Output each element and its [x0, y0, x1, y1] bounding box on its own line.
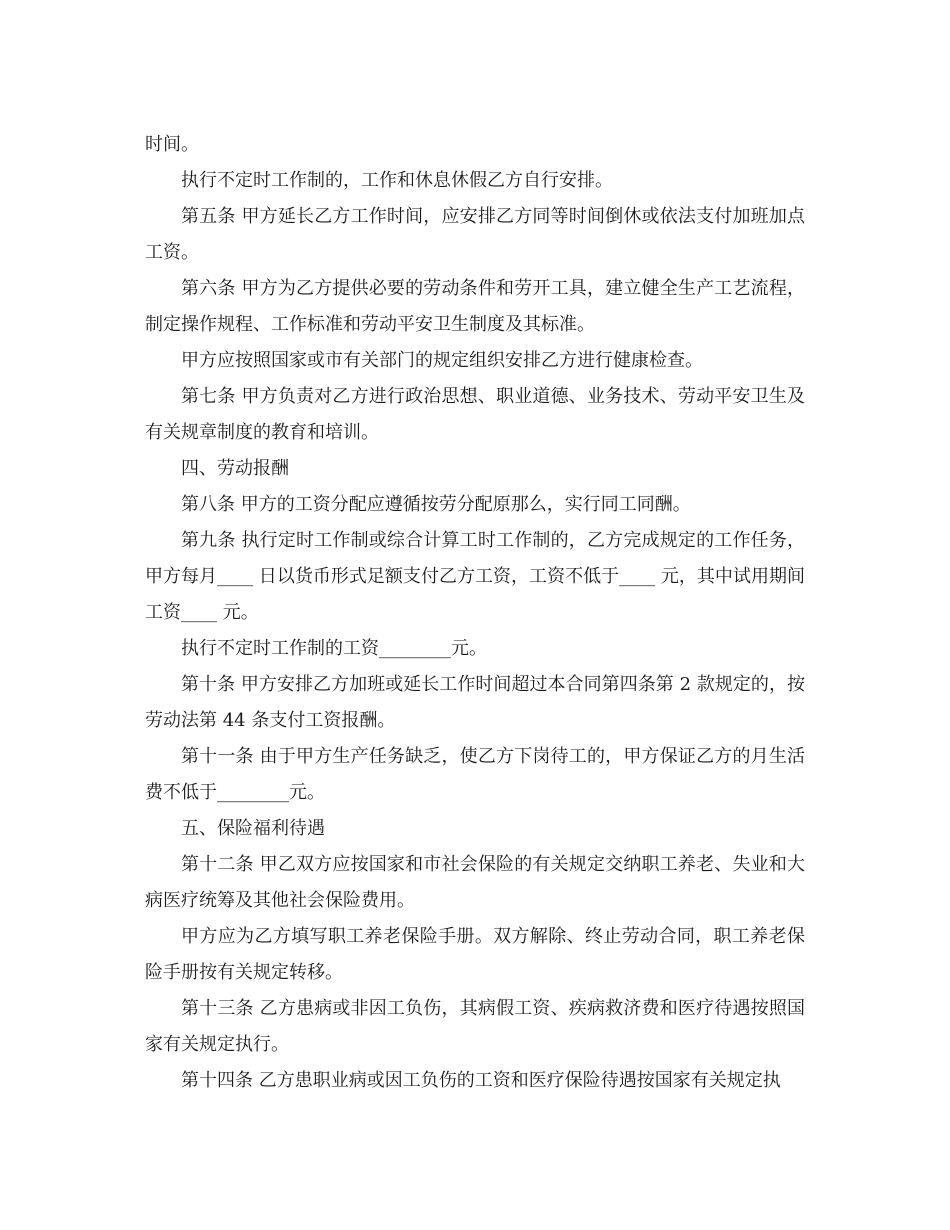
paragraph-article-5: 第五条 甲方延长乙方工作时间，应安排乙方同等时间倒休或依法支付加班加点工资。 [145, 206, 805, 263]
document-body [145, 127, 805, 1099]
paragraph-flexible-wage: 执行不定时工作制的工资________元。 [181, 638, 487, 659]
paragraph-article-8: 第八条 甲方的工资分配应遵循按劳分配原那么，实行同工同酬。 [181, 494, 691, 515]
paragraph-article-14: 第十四条 乙方患职业病或因工负伤的工资和医疗保险待遇按国家有关规定执 [181, 1070, 781, 1091]
paragraph-article-6: 第六条 甲方为乙方提供必要的劳动条件和劳开工具，建立健全生产工艺流程，制定操作规程、工作标准和劳动平安卫生制度及其标准。 [145, 278, 805, 335]
section-heading-insurance-welfare: 五、保险福利待遇 [181, 818, 325, 839]
paragraph-article-11: 第十一条 由于甲方生产任务缺乏，使乙方下岗待工的，甲方保证乙方的月生活费不低于________元。 [145, 746, 805, 803]
paragraph-continuation: 时间。 [145, 134, 199, 155]
section-heading-labor-remuneration: 四、劳动报酬 [181, 458, 289, 479]
paragraph-article-9: 第九条 执行定时工作制或综合计算工时工作制的，乙方完成规定的工作任务，甲方每月____ 日以货币形式足额支付乙方工资，工资不低于____ 元，其中试用期间工资____ 元。 [145, 530, 805, 623]
paragraph-health-check: 甲方应按照国家或市有关部门的规定组织安排乙方进行健康检查。 [181, 350, 703, 371]
paragraph-article-13: 第十三条 乙方患病或非因工负伤，其病假工资、疾病救济费和医疗待遇按照国家有关规定执行。 [145, 998, 805, 1055]
paragraph-article-10: 第十条 甲方安排乙方加班或延长工作时间超过本合同第四条第 2 款规定的，按劳动法第 44 条支付工资报酬。 [145, 674, 805, 731]
paragraph-article-12: 第十二条 甲乙双方应按国家和市社会保险的有关规定交纳职工养老、失业和大病医疗统筹及其他社会保险费用。 [145, 854, 805, 911]
paragraph-flexible-hours: 执行不定时工作制的，工作和休息休假乙方自行安排。 [181, 170, 613, 191]
paragraph-pension-handbook: 甲方应为乙方填写职工养老保险手册。双方解除、终止劳动合同，职工养老保险手册按有关规定转移。 [145, 926, 805, 983]
paragraph-article-7: 第七条 甲方负责对乙方进行政治思想、职业道德、业务技术、劳动平安卫生及有关规章制度的教育和培训。 [145, 386, 805, 443]
